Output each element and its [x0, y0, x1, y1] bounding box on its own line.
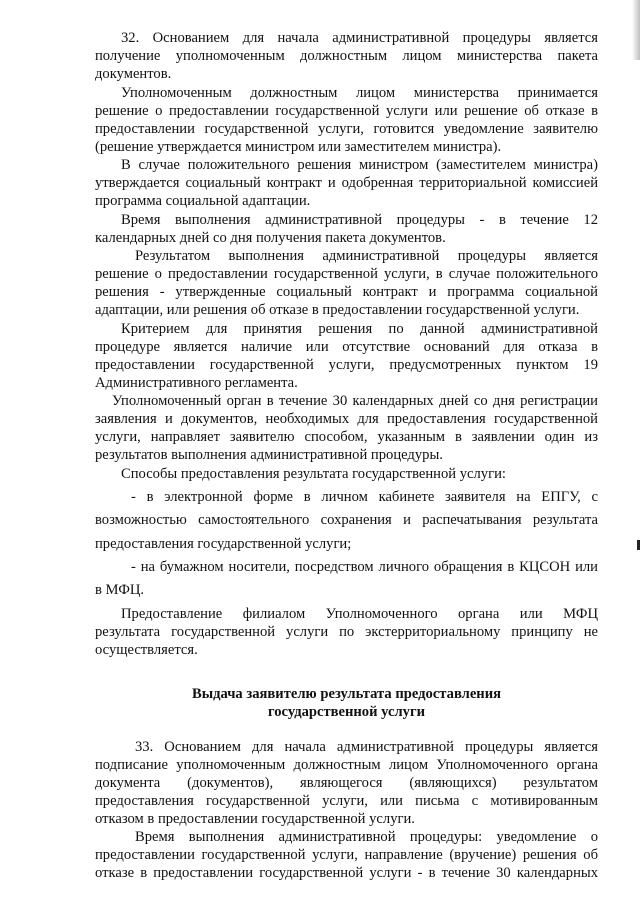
- text-line: получение уполномоченным должностным лицом министерства пакета: [95, 48, 598, 64]
- text-line: календарных дней со дня получения пакета документов.: [95, 230, 446, 246]
- text-line: услуги, направляет заявителю способом, указанным в заявлении один из: [95, 429, 598, 445]
- text-line: программа социальной адаптации.: [95, 193, 311, 209]
- text-line: заявления и документов, необходимых для предоставления государственной: [95, 411, 598, 427]
- text-line: решение о предоставлении государственной услуги или решение об отказе в: [95, 103, 598, 119]
- text-line: предоставления государственной услуги, или письма с мотивированным: [95, 793, 598, 809]
- text-line: отказом в предоставлении государственной услуги.: [95, 811, 415, 827]
- text-line: отказе в предоставлении государственной услуги - в течение 30 календарных: [95, 865, 598, 881]
- section-heading: Выдача заявителю результата предоставления: [191, 686, 502, 702]
- text-line: Время выполнения административной процедуры - в течение 12: [121, 212, 598, 228]
- text-line: документа (документов), являющегося (являющихся) результатом: [95, 775, 598, 791]
- text-line: процедуре является наличие или отсутствие оснований для отказа в: [95, 339, 598, 355]
- text-line: предоставлении государственной услуги, направление (вручение) решения об: [95, 847, 598, 863]
- text-line: Критерием для принятия решения по данной административной: [121, 321, 598, 337]
- text-line: Предоставление филиалом Уполномоченного органа или МФЦ: [121, 606, 598, 622]
- text-line: Время выполнения административной процедуры: уведомление о: [135, 829, 598, 845]
- scan-edge-shadow: [632, 0, 640, 60]
- text-line: 33. Основанием для начала административной процедуры является: [135, 739, 598, 755]
- text-line: предоставлении государственной услуги, готовится уведомление заявителю: [95, 121, 598, 137]
- text-line: решения - утвержденные социальный контракт и программа социальной: [95, 284, 598, 300]
- text-line: Результатом выполнения административной процедуры является: [135, 248, 598, 264]
- text-line: Уполномоченный орган в течение 30 календарных дней со дня регистрации: [112, 393, 598, 409]
- text-line: осуществляется.: [95, 642, 198, 658]
- text-line: возможностью самостоятельного сохранения и распечатывания результата: [95, 512, 598, 528]
- text-line: документов.: [95, 66, 172, 82]
- text-line: предоставления государственной услуги;: [95, 536, 352, 552]
- text-line: - в электронной форме в личном кабинете заявителя на ЕПГУ, с: [131, 489, 598, 505]
- text-line: утверждается социальный контракт и одобренная территориальной комиссией: [95, 175, 598, 191]
- text-line: - на бумажном носители, посредством личного обращения в КЦСОН или: [131, 559, 598, 575]
- text-line: в МФЦ.: [95, 582, 145, 598]
- text-line: Способы предоставления результата государственной услуги:: [121, 466, 506, 482]
- text-line: результата государственной услуги по экстерриториальному принципу не: [95, 624, 598, 640]
- text-line: адаптации, или решения об отказе в предоставлении государственной услуги.: [95, 302, 580, 318]
- text-line: (решение утверждается министром или заместителем министра).: [95, 139, 502, 155]
- text-line: подписание уполномоченным должностным лицом Уполномоченного органа: [95, 757, 598, 773]
- text-line: решение о предоставлении государственной услуги, в случае положительного: [95, 266, 598, 282]
- text-line: предоставлении государственной услуги, предусмотренных пунктом 19: [95, 357, 598, 373]
- section-heading: государственной услуги: [267, 704, 426, 720]
- text-line: В случае положительного решения министром (заместителем министра): [121, 157, 598, 173]
- text-line: 32. Основанием для начала административной процедуры является: [121, 30, 598, 46]
- text-line: результатов выполнения административной процедуры.: [95, 447, 443, 463]
- text-line: Уполномоченным должностным лицом министерства принимается: [121, 85, 598, 101]
- text-line: Административного регламента.: [95, 375, 298, 391]
